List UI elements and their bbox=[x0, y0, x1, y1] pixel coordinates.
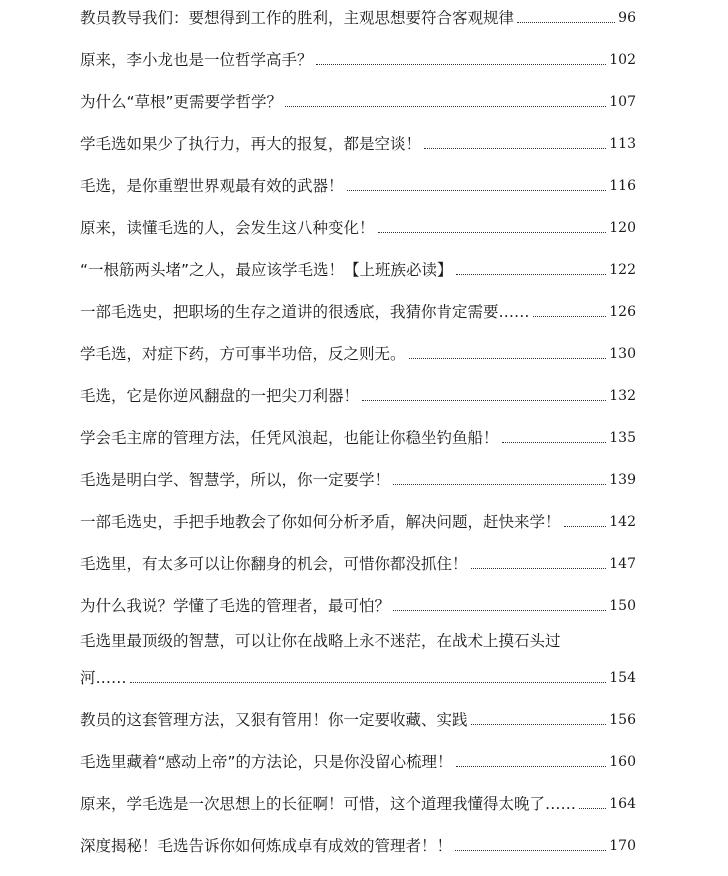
toc-entry-title: 河…… bbox=[80, 669, 127, 687]
toc-page-number: 116 bbox=[609, 178, 636, 194]
toc-page-number: 156 bbox=[609, 712, 636, 728]
toc-page-number: 130 bbox=[609, 346, 636, 362]
toc-entry-title: 一部毛选史，手把手地教会了你如何分析矛盾，解决问题，赶快来学！ bbox=[80, 513, 561, 531]
toc-entry[interactable] bbox=[80, 420, 636, 448]
toc-entry-title: 为什么我说？学懂了毛选的管理者，最可怕？ bbox=[80, 597, 391, 615]
toc-entry-title: 教员的这套管理方法，又狠有管用！你一定要收藏、实践 bbox=[80, 711, 468, 729]
toc-entry-title-line1: 毛选里最顶级的智慧，可以让你在战略上永不迷茫，在战术上摸石头过 bbox=[80, 632, 561, 650]
toc-entry-title: 学毛选如果少了执行力，再大的报复，都是空谈！ bbox=[80, 135, 422, 153]
toc-entry-title: 深度揭秘！毛选告诉你如何炼成卓有成效的管理者！！ bbox=[80, 837, 453, 855]
toc-entry[interactable] bbox=[80, 786, 636, 814]
toc-dot-leader bbox=[285, 106, 606, 107]
toc-entry-title: 毛选，是你重塑世界观最有效的武器！ bbox=[80, 177, 344, 195]
toc-entry-title: 毛选里，有太多可以让你翻身的机会，可惜你都没抓住！ bbox=[80, 555, 468, 573]
toc-page-number: 154 bbox=[609, 670, 636, 686]
toc-entry[interactable] bbox=[80, 126, 636, 154]
toc-dot-leader bbox=[455, 850, 606, 851]
toc-dot-leader bbox=[471, 724, 607, 725]
toc-entry[interactable] bbox=[80, 0, 636, 28]
toc-page-number: 102 bbox=[609, 52, 636, 68]
toc-entry[interactable] bbox=[80, 84, 636, 112]
toc-entry-title: 学会毛主席的管理方法，任凭风浪起，也能让你稳坐钓鱼船！ bbox=[80, 429, 499, 447]
toc-entry[interactable] bbox=[80, 828, 636, 856]
toc-entry[interactable] bbox=[80, 588, 636, 616]
toc-entry-title: 教员教导我们：要想得到工作的胜利，主观思想要符合客观规律 bbox=[80, 9, 515, 27]
toc-page-number: 142 bbox=[609, 514, 636, 530]
toc-entry[interactable] bbox=[80, 378, 636, 406]
toc-entry[interactable] bbox=[80, 660, 636, 688]
toc-dot-leader bbox=[533, 316, 607, 317]
toc-page-number: 122 bbox=[609, 262, 636, 278]
toc-entry-title: “一根筋两头堵”之人，最应该学毛选！【上班族必读】 bbox=[80, 261, 453, 279]
toc-entry-title: 为什么“草根”更需要学哲学？ bbox=[80, 93, 283, 111]
toc-dot-leader bbox=[362, 400, 606, 401]
toc-entry[interactable] bbox=[80, 168, 636, 196]
toc-entry[interactable] bbox=[80, 252, 636, 280]
toc-entry-title: 原来，读懂毛选的人，会发生这八种变化！ bbox=[80, 219, 375, 237]
toc-dot-leader bbox=[456, 274, 607, 275]
toc-page-number: 107 bbox=[609, 94, 636, 110]
toc-dot-leader bbox=[130, 682, 607, 683]
toc-page-number: 113 bbox=[609, 136, 636, 152]
toc-entry[interactable] bbox=[80, 504, 636, 532]
toc-dot-leader bbox=[502, 442, 607, 443]
toc-entry-title: 毛选，它是你逆风翻盘的一把尖刀利器！ bbox=[80, 387, 360, 405]
toc-entry-title: 原来，学毛选是一次思想上的长征啊！可惜，这个道理我懂得太晚了…… bbox=[80, 795, 577, 813]
toc-dot-leader bbox=[517, 22, 615, 23]
toc-entry[interactable] bbox=[80, 336, 636, 364]
toc-page-number: 126 bbox=[609, 304, 636, 320]
toc-dot-leader bbox=[378, 232, 607, 233]
toc-dot-leader bbox=[409, 358, 607, 359]
toc-entry[interactable] bbox=[80, 210, 636, 238]
toc-entry[interactable] bbox=[80, 462, 636, 490]
toc-dot-leader bbox=[347, 190, 607, 191]
toc-page-number: 96 bbox=[618, 10, 636, 26]
toc-entry-title: 原来，李小龙也是一位哲学高手？ bbox=[80, 51, 313, 69]
toc-entry-title: 毛选里藏着“感动上帝”的方法论，只是你没留心梳理！ bbox=[80, 753, 453, 771]
toc-dot-leader bbox=[393, 610, 606, 611]
toc-dot-leader bbox=[579, 808, 606, 809]
toc-entry[interactable] bbox=[80, 702, 636, 730]
toc-page-number: 132 bbox=[609, 388, 636, 404]
toc-page-number: 139 bbox=[609, 472, 636, 488]
toc-page-number: 147 bbox=[609, 556, 636, 572]
toc-entry-title: 一部毛选史，把职场的生存之道讲的很透底，我猜你肯定需要…… bbox=[80, 303, 530, 321]
toc-dot-leader bbox=[456, 766, 607, 767]
toc-dot-leader bbox=[424, 148, 606, 149]
toc-entry[interactable] bbox=[80, 546, 636, 574]
toc-page-number: 120 bbox=[609, 220, 636, 236]
toc-entry-title: 学毛选，对症下药，方可事半功倍，反之则无。 bbox=[80, 345, 406, 363]
toc-entry-title: 毛选是明白学、智慧学，所以，你一定要学！ bbox=[80, 471, 391, 489]
toc-dot-leader bbox=[393, 484, 606, 485]
toc-dot-leader bbox=[316, 64, 607, 65]
toc-page-number: 150 bbox=[609, 598, 636, 614]
toc-entry[interactable] bbox=[80, 294, 636, 322]
toc-dot-leader bbox=[471, 568, 607, 569]
toc-page-number: 170 bbox=[609, 838, 636, 854]
toc-page-number: 160 bbox=[609, 754, 636, 770]
toc-page-number: 164 bbox=[609, 796, 636, 812]
toc-page-number: 135 bbox=[609, 430, 636, 446]
toc-entry[interactable] bbox=[80, 42, 636, 70]
toc-entry[interactable] bbox=[80, 744, 636, 772]
toc-dot-leader bbox=[564, 526, 607, 527]
